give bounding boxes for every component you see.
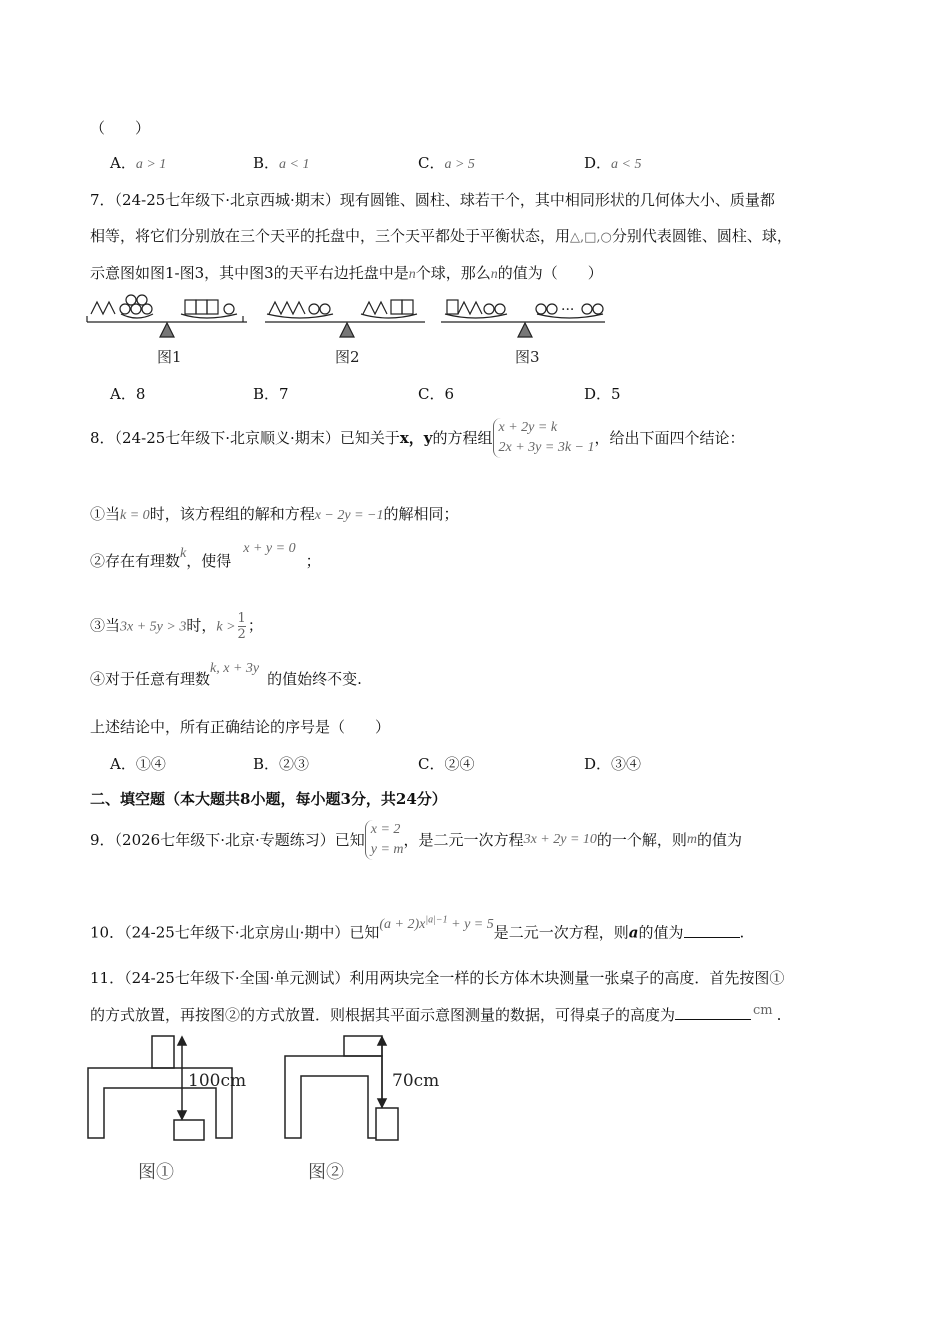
q8-option-c[interactable]: C．②④: [418, 755, 475, 773]
q8-option-a[interactable]: A．①④: [110, 755, 166, 773]
q6-option-b[interactable]: B．a < 1: [253, 154, 310, 172]
q11-line2: 的方式放置，再按图②的方式放置．则根据其平面示意图测量的数据，可得桌子的高度为 cm .: [90, 1003, 782, 1024]
q8-conclusion-1: ①当k = 0时，该方程组的解和方程x − 2y = −1的解相同；: [90, 505, 459, 523]
balance-1: [87, 295, 247, 337]
q7-line1: 7．（24-25七年级下·北京西城·期末）现有圆锥、圆柱、球若干个，其中相同形状的几何体大小、质量都: [90, 191, 775, 209]
q7-option-d[interactable]: D．5: [584, 385, 621, 403]
balance-2: [265, 300, 425, 337]
q7-line3: 示意图如图1-图3，其中图3的天平右边托盘中是n个球，那么n的值为（ ）: [90, 264, 603, 282]
q6-option-a[interactable]: A．a > 1: [110, 154, 167, 172]
q8-stem: 8．（24-25七年级下·北京顺义·期末）已知关于x，y的方程组 x + 2y = k 2x + 3y = 3k − 1 ，给出下面四个结论：: [90, 418, 745, 458]
q8-question: 上述结论中，所有正确结论的序号是（ ）: [90, 718, 391, 736]
q6-option-d[interactable]: D．a < 5: [584, 154, 642, 172]
fig2-label: 图②: [308, 1162, 344, 1183]
q7-balance-figures: [85, 292, 625, 372]
q8-conclusion-4: ④对于任意有理数k, x + 3y的值始终不变.: [90, 661, 362, 688]
fig1-measure: 100cm: [188, 1071, 247, 1091]
q7-dots: ···: [561, 302, 575, 318]
q7-option-a[interactable]: A．8: [110, 385, 146, 403]
q8-system: x + 2y = k 2x + 3y = 3k − 1: [493, 418, 595, 458]
fig1-label: 图①: [138, 1162, 174, 1183]
q7-shape-symbols: △,□,○: [570, 230, 612, 245]
q11-figures: [80, 1030, 480, 1190]
balance-3: [441, 300, 605, 337]
figure-1-label: 图1: [157, 348, 182, 366]
q8-conclusion-2: ②存在有理数k，使得x + y = 0；: [90, 541, 321, 570]
q7-option-c[interactable]: C．6: [418, 385, 455, 403]
q8-option-b[interactable]: B．②③: [253, 755, 310, 773]
q10-stem: 10．（24-25七年级下·北京房山·期中）已知$(a + 2)x^{|a|-1} + y = 5$是二元一次方程，则a的值为 .: [90, 914, 745, 942]
q11-line1: 11．（24-25七年级下·全国·单元测试）利用两块完全一样的长方体木块测量一张桌子的高度．首先按图①: [90, 969, 785, 987]
section-2-title: 二、填空题（本大题共8小题，每小题3分，共24分）: [90, 790, 447, 808]
q11-answer-blank[interactable]: [675, 1003, 751, 1020]
q7-line2: 相等，将它们分别放在三个天平的托盘中，三个天平都处于平衡状态，用△,□,○分别代表圆锥、圆柱、球，: [90, 227, 792, 245]
q10-equation: $(a + 2)x^{|a|-1} + y = 5$: [379, 914, 494, 932]
q9-stem: 9．（2026七年级下·北京·专题练习）已知 x = 2 y = m ，是二元一次方程3x + 2y = 10的一个解，则m的值为: [90, 820, 742, 860]
figure-2-label: 图2: [335, 348, 360, 366]
q7-option-b[interactable]: B．7: [253, 385, 289, 403]
fig2-measure: 70cm: [392, 1071, 440, 1091]
table-figure-2: [285, 1036, 398, 1140]
q10-answer-blank[interactable]: [684, 921, 740, 938]
q8-option-d[interactable]: D．③④: [584, 755, 642, 773]
figure-3-label: 图3: [515, 348, 540, 366]
q9-system: x = 2 y = m: [365, 820, 404, 860]
q6-option-c[interactable]: C．a > 5: [418, 154, 475, 172]
q6-paren: （ ）: [90, 119, 151, 137]
q8-conclusion-3: ③当3x + 5y > 3时，k > $\frac{1}{2}$ ；: [90, 611, 263, 642]
